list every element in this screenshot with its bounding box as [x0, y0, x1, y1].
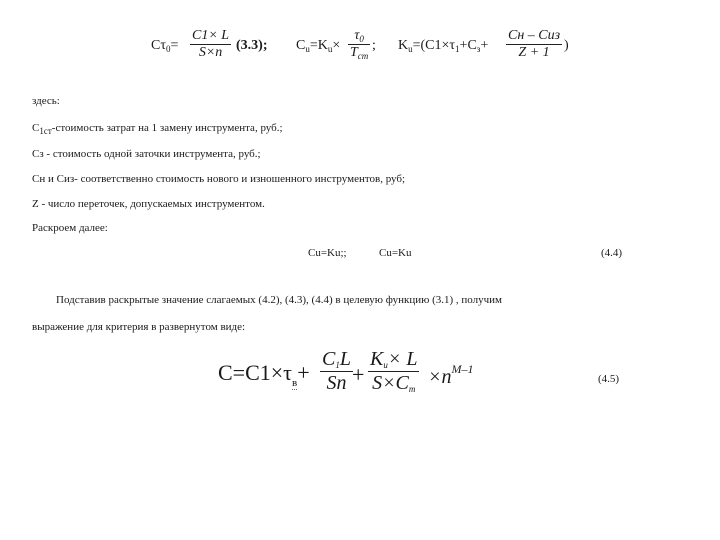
formula-main-tail-text: ×n — [428, 366, 452, 388]
formula-3-3-numerator: C1× L — [192, 28, 230, 43]
formula-main-frac1-numerator — [320, 348, 353, 371]
formula-main-plus1: + — [297, 360, 310, 385]
paragraph-substitute: Подставив раскрытые значение слагаемых (4.2), (4.3), (4.4) в целевую функцию (3.1) , получим — [56, 294, 503, 306]
text-c1st-desc: -стоимость затрат на 1 замену инструмента, руб.; — [51, 122, 283, 134]
formula-cu-num-tau: τ — [354, 28, 360, 43]
formula-main-frac1-denominator: Sn — [320, 371, 353, 395]
formula-main-frac2-denominator — [368, 371, 419, 395]
formula-main-lhs — [218, 360, 310, 389]
text-line-expand: Раскроем далее: — [32, 222, 108, 234]
formula-main-lhs-text: C=C1×τ — [218, 360, 293, 385]
formula-ku-numerator: Cн – Cиз — [508, 28, 561, 43]
formula-ku-mid-sub: 1 — [455, 44, 460, 54]
formula-main-tail — [428, 362, 474, 389]
formula-3-3 — [151, 38, 178, 54]
formula-cu-mid: =K — [309, 38, 328, 53]
formula-main-frac2-k: K — [370, 348, 384, 370]
text-c1st-symbol: C — [32, 122, 40, 134]
text-line-z: Z - число переточек, допускаемых инструментом. — [32, 198, 265, 210]
paragraph-expression: выражение для критерия в развернутом виде: — [32, 321, 246, 333]
formula-cu-times: × — [332, 38, 341, 53]
formula-main-frac2-sc: S×C — [372, 372, 409, 394]
formula-main-frac1-sub: 1 — [335, 360, 340, 370]
formula-main-lhs-sub: в — [292, 377, 298, 389]
text-line-cz: Cз - стоимость одной заточки инструмента, руб.; — [32, 148, 261, 160]
formula-main-tail-sup: M–1 — [451, 362, 474, 376]
formula-cu-lhs: C — [296, 38, 306, 53]
formula-cu-lhs-sub: u — [305, 44, 310, 54]
formula-cu-num-sub: 0 — [359, 34, 364, 44]
middle-eq-2: Cu=Ku — [379, 247, 412, 259]
formula-ku-mid2: +C — [459, 38, 477, 53]
formula-ku-mid: =(C1×τ — [412, 38, 456, 53]
text-line-c1st — [32, 122, 283, 136]
formula-ku-denominator: Z + 1 — [506, 44, 562, 61]
formula-main-frac2-numerator — [368, 348, 419, 371]
formula-ku-lhs-sub: u — [408, 44, 413, 54]
text-line-here: здесь: — [32, 95, 60, 107]
formula-cu-den-sub: ст — [357, 51, 369, 61]
formula-3-3-fraction — [190, 28, 231, 61]
text-line-cn-ciz: Cн и Cиз- соответственно стоимость нового и изношенного инструментов, руб; — [32, 173, 406, 185]
formula-main-frac2-l: × L — [387, 348, 418, 370]
formula-main-fraction-2 — [368, 348, 419, 395]
formula-3-3-eq: = — [170, 38, 179, 53]
formula-ku-mid2-sub: з — [476, 44, 481, 54]
formula-3-3-denominator: S×n — [190, 44, 231, 61]
formula-cu-fraction — [348, 28, 370, 61]
formula-cu-end: ; — [372, 38, 376, 53]
formula-cu-den-t: T — [350, 45, 358, 60]
formula-main-label: (4.5) — [598, 373, 620, 385]
formula-main-frac2-den-sub: т — [408, 384, 416, 394]
middle-eq-label: (4.4) — [601, 247, 623, 259]
formula-ku-fraction — [506, 28, 562, 61]
middle-eq-1: Cu=Ku;; — [308, 247, 347, 259]
formula-cu-denominator — [348, 44, 370, 61]
formula-ku-plus: + — [480, 38, 489, 53]
formula-main-frac2-sub: u — [383, 360, 388, 370]
formula-cu-numerator — [348, 28, 370, 44]
formula-cu-mid-sub: u — [327, 44, 333, 54]
text-c1st-sub: 1ст — [39, 126, 52, 136]
formula-ku-end: ) — [564, 38, 569, 53]
formula-main-frac1-c: C — [322, 348, 336, 370]
formula-3-3-lhs: Cτ — [151, 38, 166, 53]
formula-main-plus2: + — [352, 362, 365, 387]
formula-ku — [398, 38, 488, 54]
formula-ku-lhs: K — [398, 38, 409, 53]
formula-main-frac1-l: L — [339, 348, 351, 370]
formula-3-3-label: (3.3); — [236, 38, 268, 53]
formula-main-fraction-1 — [320, 348, 353, 395]
formula-3-3-lhs-sub: 0 — [165, 44, 171, 54]
formula-cu — [296, 38, 340, 54]
